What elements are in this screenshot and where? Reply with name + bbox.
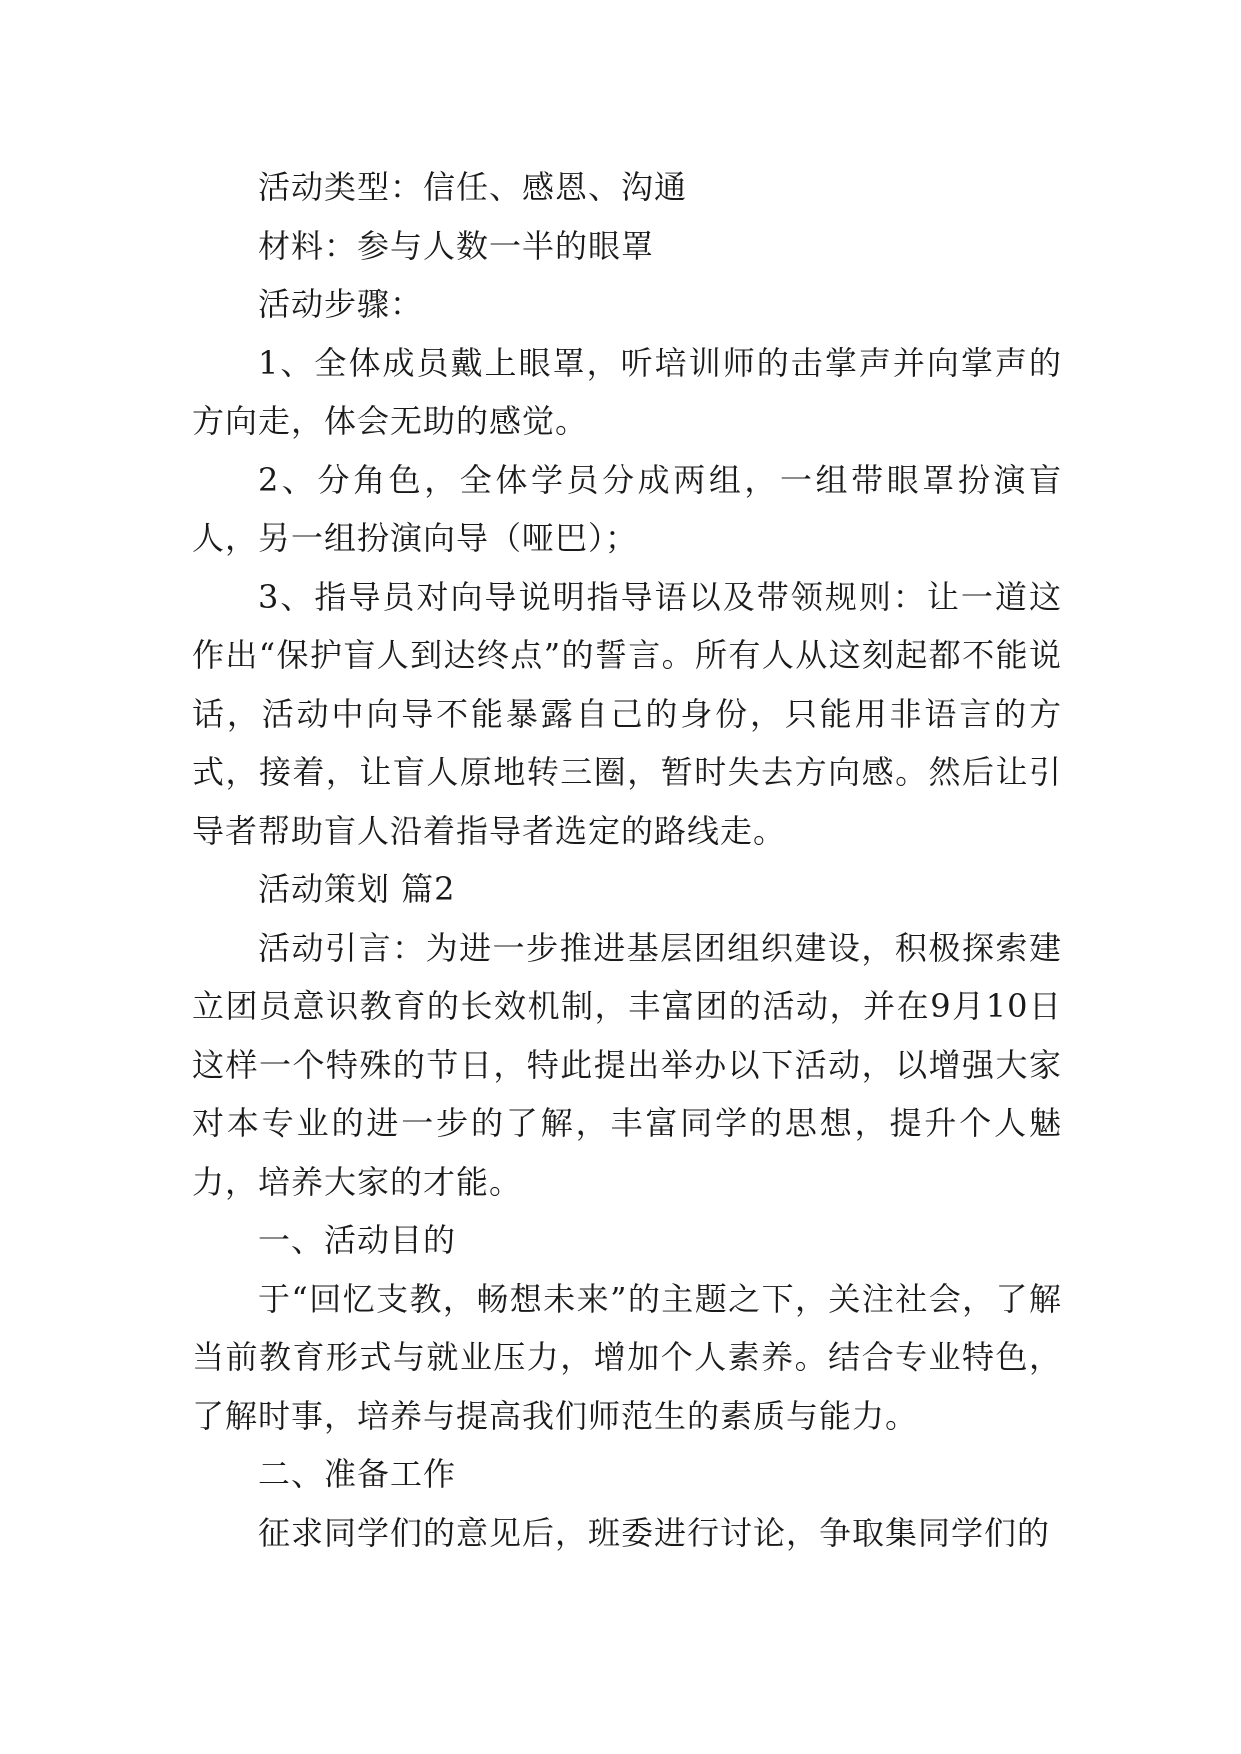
paragraph-purpose: 于“回忆支教，畅想未来”的主题之下，关注社会，了解当前教育形式与就业压力，增加个人素养。结合专业特色，了解时事，培养与提高我们师范生的素质与能力。 bbox=[192, 1279, 1062, 1435]
paragraph-step-2: 2、分角色，全体学员分成两组，一组带眼罩扮演盲人，另一组扮演向导（哑巴）； bbox=[192, 460, 1062, 557]
paragraph-activity-type: 活动类型：信任、感恩、沟通 bbox=[258, 168, 688, 206]
paragraph-step-1: 1、全体成员戴上眼罩，听培训师的击掌声并向掌声的方向走，体会无助的感觉。 bbox=[192, 343, 1062, 440]
section-heading-plan-2: 活动策划 篇2 bbox=[258, 870, 456, 908]
paragraph-step-3: 3、指导员对向导说明指导语以及带领规则：让一道这作出“保护盲人到达终点”的誓言。所有人从这刻起都不能说话，活动中向导不能暴露自己的身份，只能用非语言的方式，接着，让盲人原地转三圈，暂时失去方向感。然后让引导者帮助盲人沿着指导者选定的路线走。 bbox=[192, 577, 1062, 850]
section-heading-preparation: 二、准备工作 bbox=[258, 1455, 457, 1493]
document-body bbox=[192, 158, 1062, 1562]
paragraph-steps-heading: 活动步骤： bbox=[258, 285, 424, 323]
paragraph-preparation: 征求同学们的意见后，班委进行讨论，争取集同学们的 bbox=[258, 1513, 1051, 1552]
section-heading-purpose: 一、活动目的 bbox=[258, 1221, 457, 1259]
paragraph-introduction: 活动引言：为进一步推进基层团组织建设，积极探索建立团员意识教育的长效机制，丰富团的活动，并在9月10日这样一个特殊的节日，特此提出举办以下活动，以增强大家对本专业的进一步的了解，丰富同学的思想，提升个人魅力，培养大家的才能。 bbox=[192, 928, 1062, 1201]
paragraph-materials: 材料：参与人数一半的眼罩 bbox=[258, 226, 655, 265]
